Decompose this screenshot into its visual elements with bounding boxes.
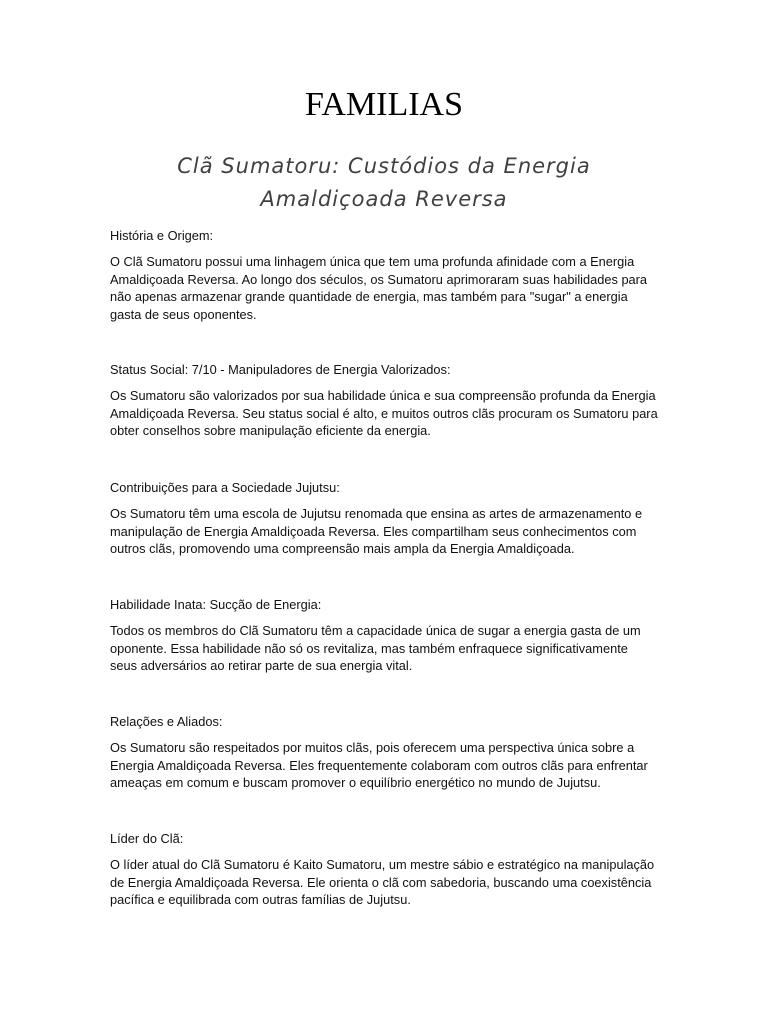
paragraph-line: não apenas armazenar grande quantidade de energia, mas também para "sugar" a energia [110,289,628,305]
paragraph-line: Os Sumatoru são respeitados por muitos clãs, pois oferecem uma perspectiva única sobre a [110,740,635,755]
section-paragraph [110,856,662,909]
paragraph-line: de Energia Amaldiçoada Reversa. Ele orienta o clã com sabedoria, buscando uma coexistência [110,874,652,890]
paragraph-line: O líder atual do Clã Sumatoru é Kaito Sumatoru, um mestre sábio e estratégico na manipulação [110,857,655,872]
section-heading: Líder do Clã: [110,831,184,846]
paragraph-line: gasta de seus oponentes. [110,306,257,322]
section-habilidade-inata [110,596,662,675]
section-heading: Habilidade Inata: Sucção de Energia: [110,597,322,612]
paragraph-line: seus adversários ao retirar parte de sua energia vital. [110,658,413,674]
paragraph-line: pacífica e equilibrada com outras famílias de Jujutsu. [110,892,411,908]
section-paragraph [110,739,662,792]
paragraph-line: Energia Amaldiçoada Reversa. Eles frequentemente colaboram com outros clãs para enfrentar [110,757,648,773]
document-title: FAMILIAS [304,86,464,123]
paragraph-line: manipulação de Energia Amaldiçoada Reversa. Eles compartilham seus conhecimentos com [110,523,637,539]
section-paragraph [110,253,662,323]
paragraph-line: ameaças em comum e buscam promover o equilíbrio energético no mundo de Jujutsu. [110,775,601,791]
paragraph-line: Amaldiçoada Reversa. Seu status social é alto, e muitos outros clãs procuram os Sumatoru para [110,405,658,421]
section-contribuicoes [110,479,662,558]
section-paragraph [110,505,662,558]
section-paragraph [110,622,662,675]
paragraph-line: Os Sumatoru são valorizados por sua habilidade única e sua compreensão profunda da Energia [110,388,656,403]
section-paragraph [110,387,662,440]
section-status-social [110,361,662,440]
section-heading: Relações e Aliados: [110,714,223,729]
paragraph-line: Amaldiçoada Reversa. Ao longo dos séculos, os Sumatoru aprimoraram suas habilidades para [110,271,648,287]
section-heading: História e Origem: [110,228,214,243]
subtitle-line: Amaldiçoada Reversa [260,187,508,211]
section-lider-do-cla [110,830,662,909]
paragraph-line: O Clã Sumatoru possui uma linhagem única que tem uma profunda afinidade com a Energia [110,254,635,269]
document-subtitle [140,150,628,216]
section-historia-origem [110,227,662,323]
paragraph-line: Todos os membros do Clã Sumatoru têm a capacidade única de sugar a energia gasta de um [110,623,641,638]
paragraph-line: outros clãs, promovendo uma compreensão mais ampla da Energia Amaldiçoada. [110,541,575,557]
paragraph-line: Os Sumatoru têm uma escola de Jujutsu renomada que ensina as artes de armazenamento e [110,506,643,521]
section-heading: Contribuições para a Sociedade Jujutsu: [110,480,340,495]
section-relacoes-aliados [110,713,662,792]
paragraph-line: oponente. Essa habilidade não só os revitaliza, mas também enfraquece significativamente [110,640,628,656]
paragraph-line: obter conselhos sobre manipulação eficiente da energia. [110,423,431,439]
section-heading: Status Social: 7/10 - Manipuladores de Energia Valorizados: [110,362,451,377]
subtitle-line: Clã Sumatoru: Custódios da Energia [177,154,591,178]
